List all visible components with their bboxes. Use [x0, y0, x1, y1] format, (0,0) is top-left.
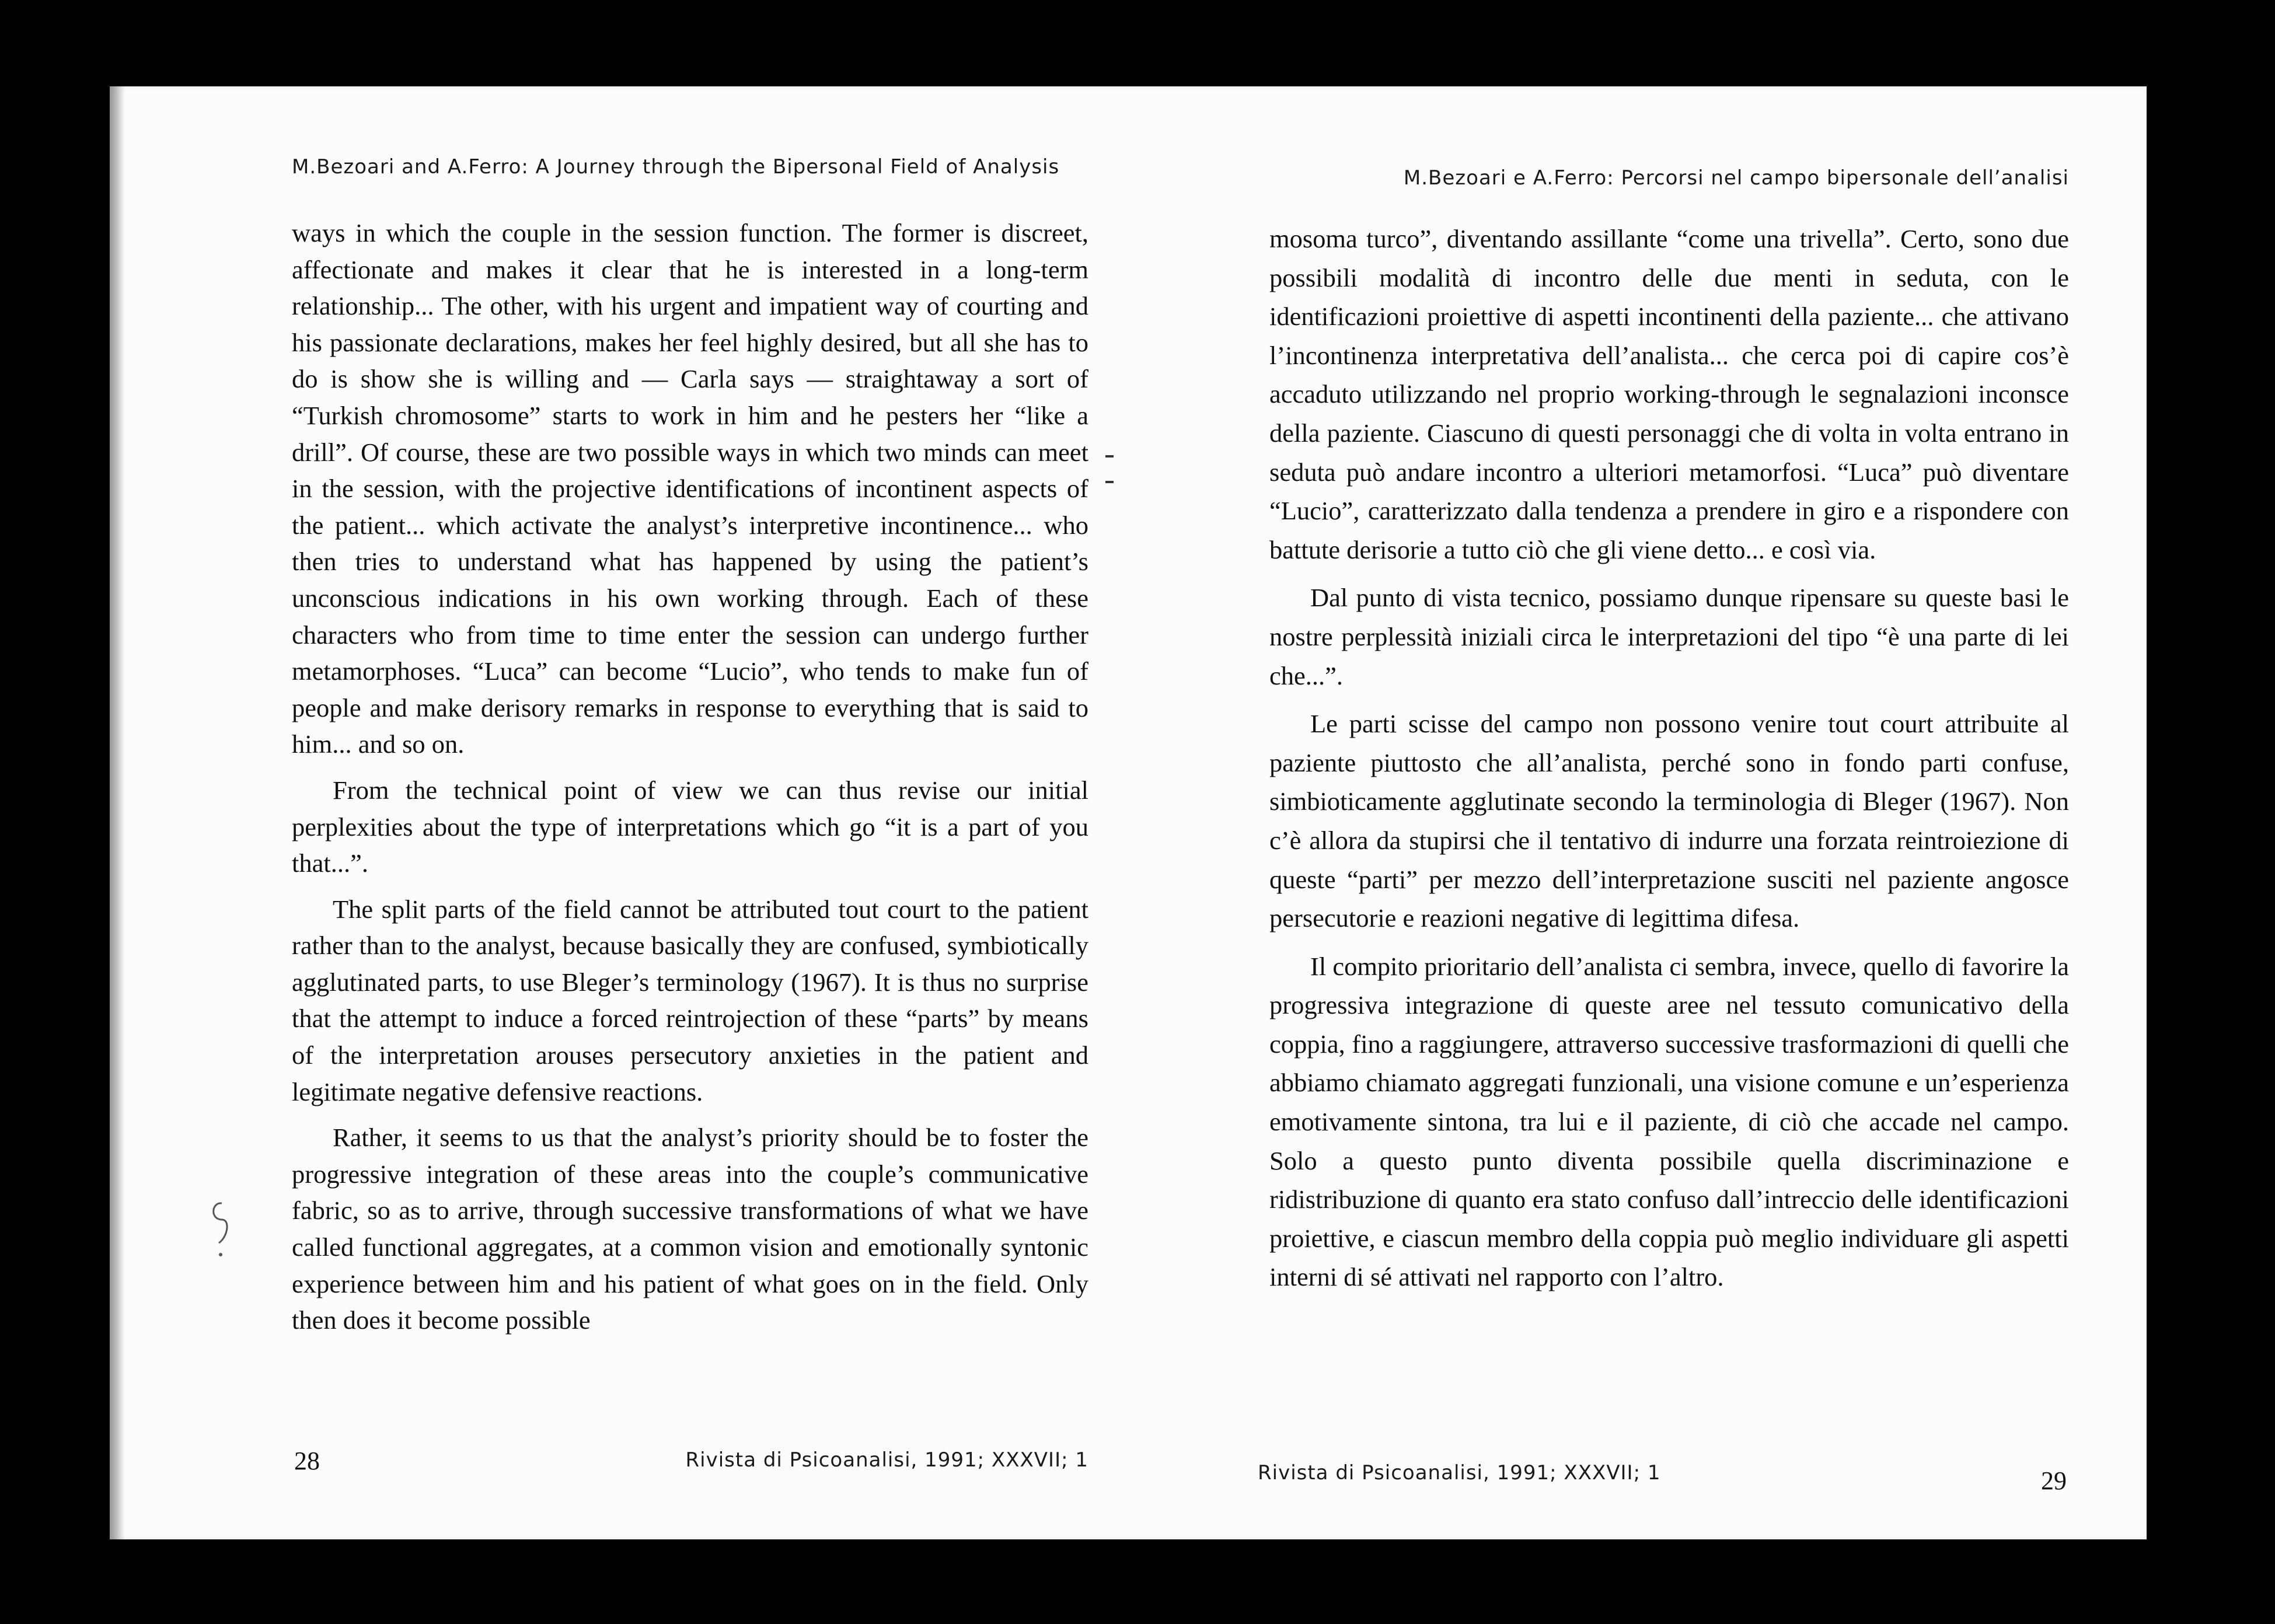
running-head-left: M.Bezoari and A.Ferro: A Journey through the Bipersonal Field of Analysis [292, 155, 1060, 179]
paragraph: Dal punto di vista tecnico, possiamo dunque ripensare su queste basi le nostre perplessità iniziali circa le interpretazioni del tipo “è una parte di lei che...”. [1269, 583, 2069, 690]
right-page [1258, 86, 2069, 1539]
running-head-right: M.Bezoari e A.Ferro: Percorsi nel campo bipersonale dell’analisi [1403, 166, 2069, 190]
paragraph: Rather, it seems to us that the analyst’s priority should be to foster the progressive integration of these areas into the couple’s communicative fabric, so as to arrive, through successive transformations of what we have called functional aggregates, at a common vision and emotionally syntonic experience between him and his patient of what goes on in the field. Only then does it become possible [292, 1123, 1088, 1335]
right-body-text [1269, 219, 2069, 1306]
paragraph: From the technical point of view we can thus revise our initial perplexities about the type of interpretations which go “it is a part of you that...”. [292, 775, 1088, 878]
page-number-right: 29 [2041, 1466, 2067, 1495]
footer-left: Rivista di Psicoanalisi, 1991; XXXVII; 1 [685, 1448, 1088, 1472]
paragraph: The split parts of the field cannot be attributed tout court to the patient rather than to the analyst, because basically they are confused, symbiotically agglutinated parts, to use Bleger’s terminology (1967). It is thus no surprise that the attempt to induce a forced reintrojection of these “parts” by means of the interpretation arouses persecutory anxieties in the patient and legitimate negative defensive reactions. [292, 894, 1088, 1106]
footer-right: Rivista di Psicoanalisi, 1991; XXXVII; 1 [1258, 1461, 1661, 1485]
paragraph: Il compito prioritario dell’analista ci sembra, invece, quello di favorire la progressiva integrazione di queste aree nel tessuto comunicativo della coppia, fino a raggiungere, attraverso successive trasformazioni di quelli che abbiamo chiamato aggregati funzionali, una visione comune e un’esperienza emotivamente sintona, tra lui e il paziente, di ciò che accade nel campo. Solo a questo punto diventa possibile quella discriminazione e ridistribuzione di quanto era stato confuso dall’intreccio delle identificazioni proiettive, e ciascun membro della coppia può meglio individuare gli aspetti interni di sé attivati nel rapporto con l’altro. [1269, 951, 2069, 1292]
paragraph: mosoma turco”, diventando assillante “come una trivella”. Certo, sono due possibili modalità di incontro delle due menti in seduta, con le identificazioni proiettive di aspetti incontinenti della paziente... che attivano l’incontinenza interpretativa dell’analista... che cerca poi di capire cos’è accaduto utilizzando nel proprio working-through le segnalazioni inconsce della paziente. Ciascuno di questi personaggi che di volta in volta entrano in seduta può andare incontro a ulteriori metamorfosi. “Luca” può diventare “Lucio”, caratterizzato dalla tendenza a prendere in giro e a rispondere con battute derisorie a tutto ciò che gli viene detto... e così via. [1269, 224, 2069, 564]
left-page [292, 86, 1088, 1539]
margin-tick-mark [1102, 449, 1119, 490]
margin-pencil-mark [204, 1196, 239, 1260]
paragraph: ways in which the couple in the session function. The former is discreet, affectionate and makes it clear that he is interested in a long-term relationship... The other, with his urgent and impatient way of courting and his passionate declarations, makes her feel highly desired, but all she has to do is show she is willing and — Carla says — straightaway a sort of “Turkish chromosome” starts to work in him and he pesters her “like a drill”. Of course, these are two possible ways in which two minds can meet in the session, with the projective identifications of incontinent aspects of the patient... which activate the analyst’s interpretive incontinence... who then tries to understand what has happened by using the patient’s unconscious indications in his own working through. Each of these characters who from time to time enter the session can undergo further metamorphoses. “Luca” can become “Lucio”, who tends to make fun of people and make derisory remarks in response to everything that is said to him... and so on. [292, 218, 1088, 759]
page-number-left: 28 [294, 1447, 320, 1475]
left-body-text [292, 215, 1088, 1348]
paragraph: Le parti scisse del campo non possono venire tout court attribuite al paziente piuttosto che all’analista, perché sono in fondo parti confuse, simbioticamente agglutinate secondo la terminologia di Bleger (1967). Non c’è allora da stupirsi che il tentativo di indurre una forzata reintroiezione di queste “parti” per mezzo dell’interpretazione susciti nel paziente angosce persecutorie e reazioni negative di legittima difesa. [1269, 709, 2069, 933]
binding-shadow [110, 86, 125, 1539]
